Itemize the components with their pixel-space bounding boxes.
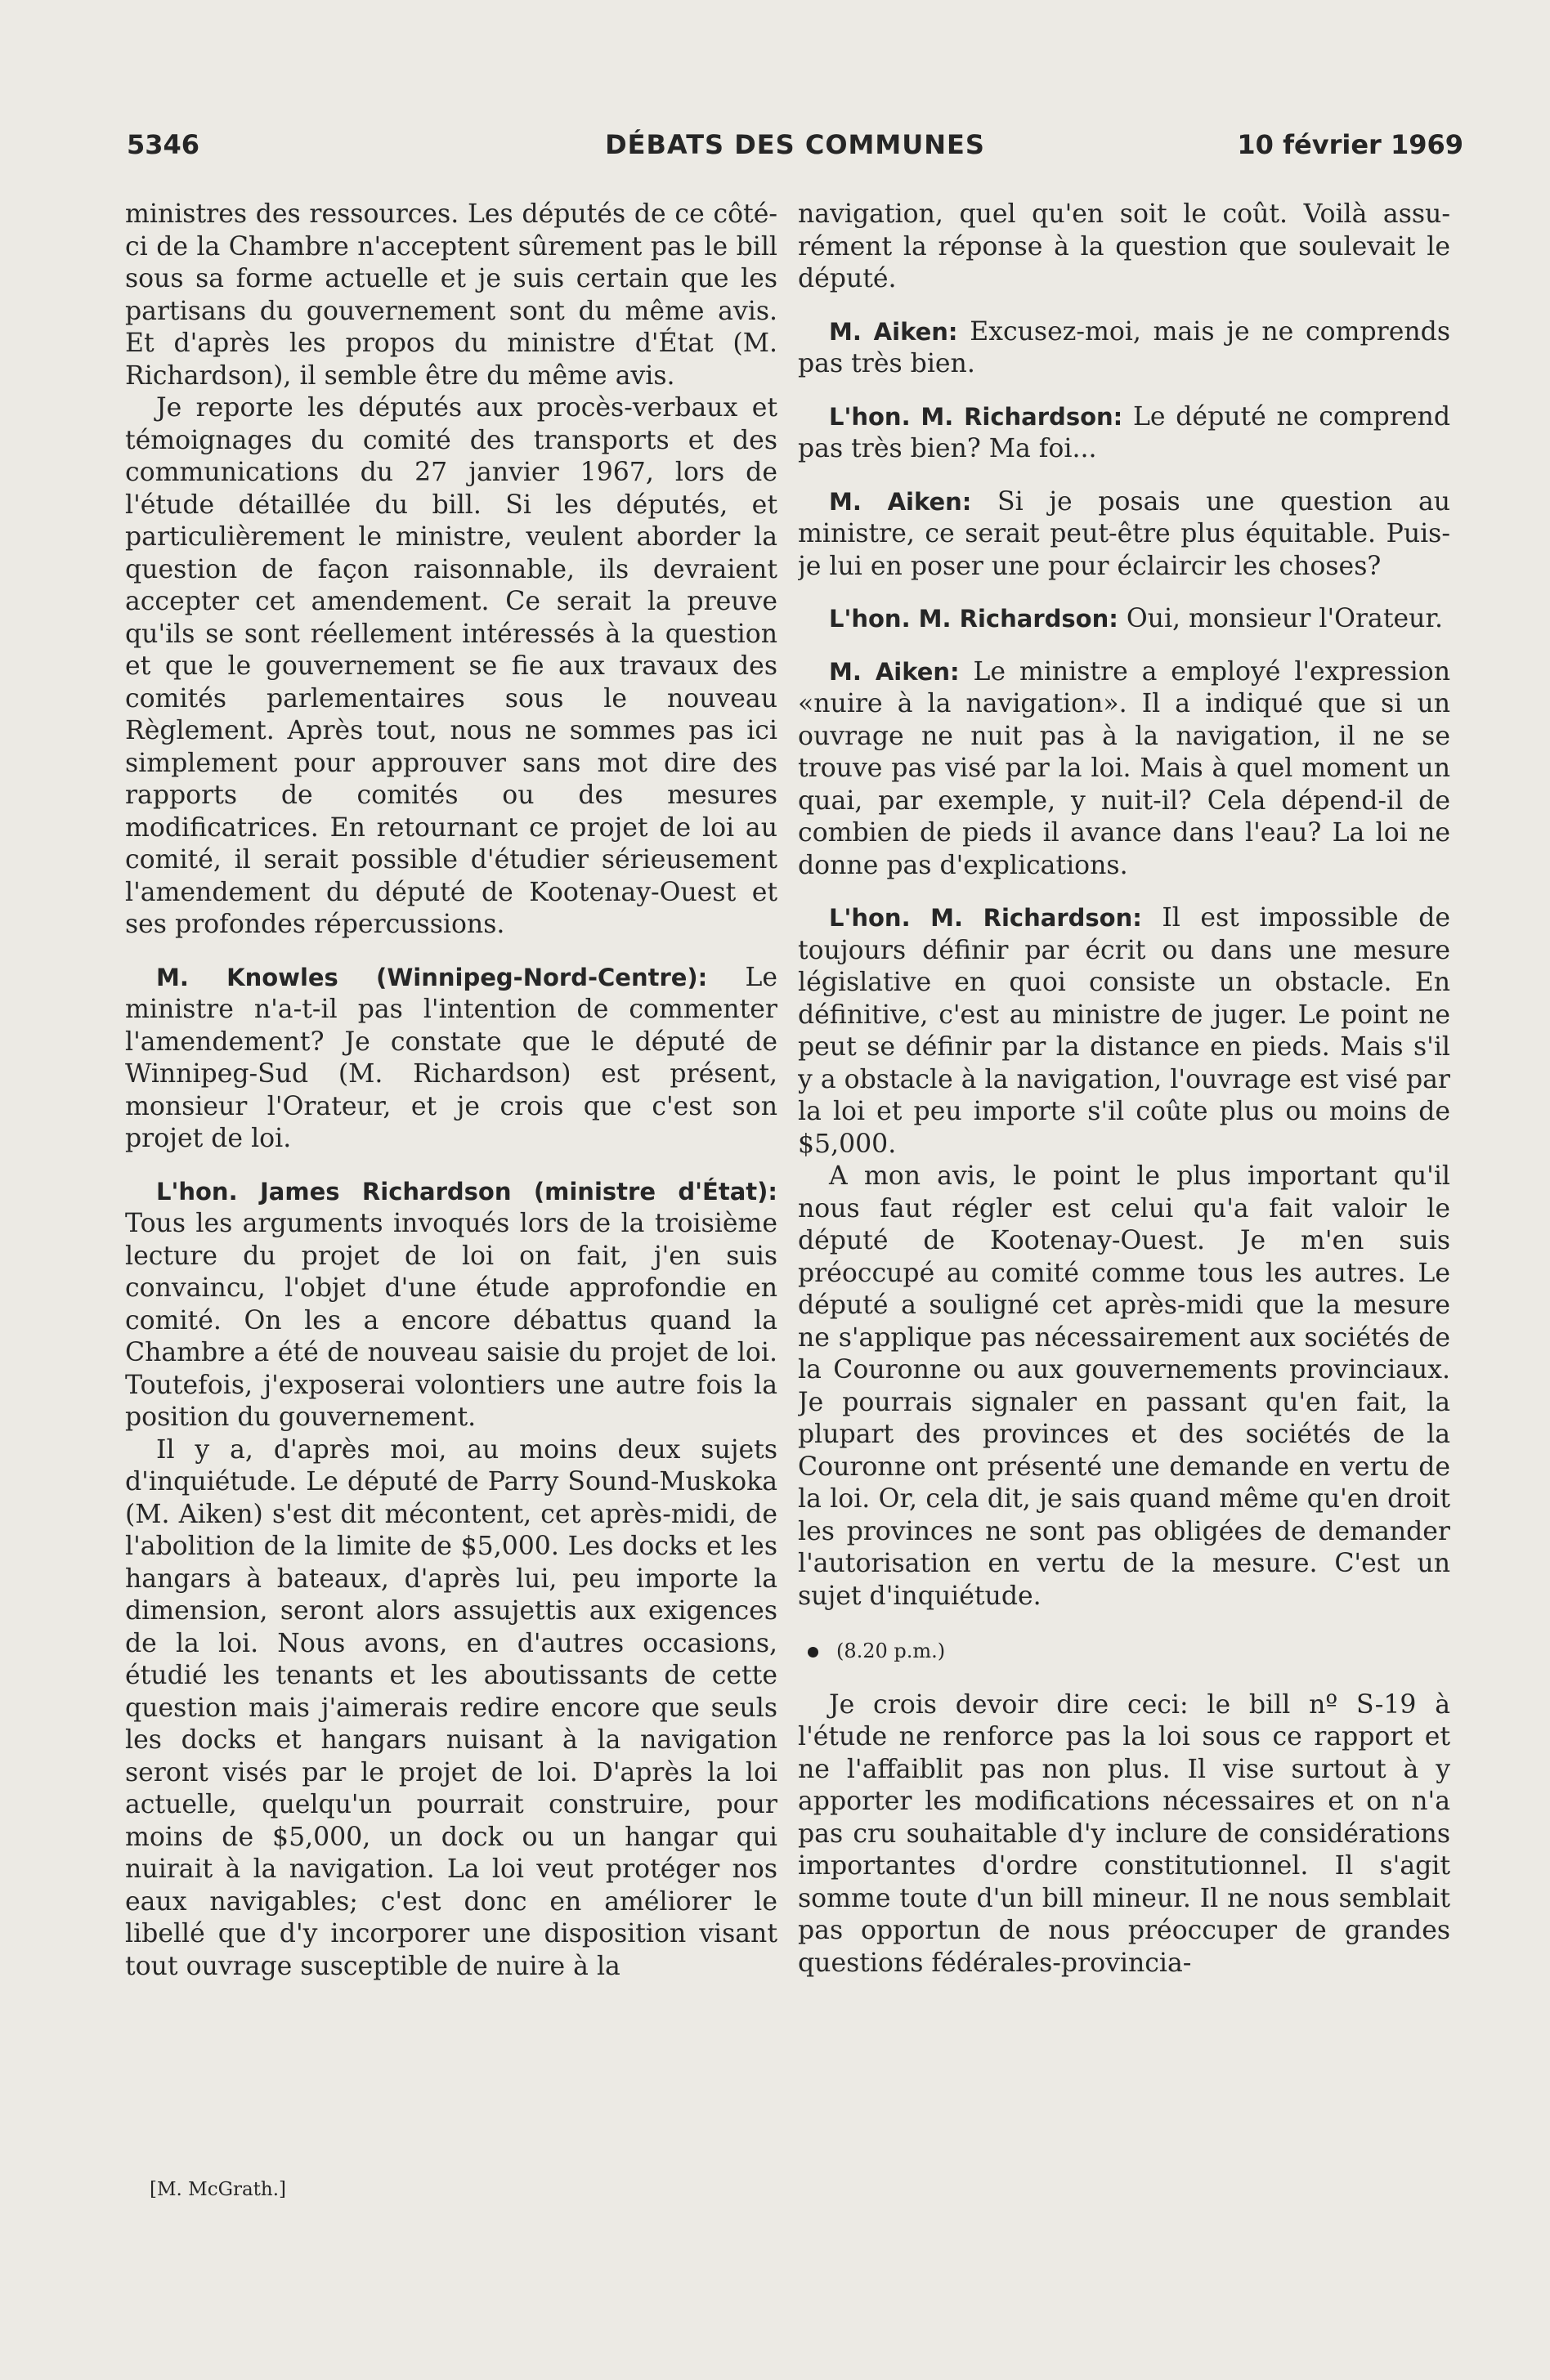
speech-text: Oui, monsieur l'Orateur.	[1126, 604, 1444, 633]
speech-text: Si je posais une question au ministre, ce serait peut-être plus équitable. Puis-je lui en poser une pour éclaircir les choses?	[798, 486, 1450, 581]
left-column	[125, 199, 777, 2291]
speaker-name: M. Aiken:	[829, 317, 958, 346]
speech-text: Le ministre a employé l'expression «nuire à la navigation». Il a indiqué que si un ouvrage ne nuit pas à la navigation, il ne se trouve pas visé par la loi. Mais à quel moment un quai, par exemple, y nuit-il? Cela dépend-il de combien de pieds il avance dans l'eau? La loi ne donne pas d'explications.	[798, 656, 1450, 880]
speech-text: Tous les arguments invoqués lors de la troisième lecture du projet de loi on fait, j'en suis convaincu, l'objet d'une étude approfondie en comité. On les a encore débattus quand la Chambre a été de nouveau saisie du projet de loi. Toutefois, j'exposerai volontiers une autre fois la position du gouvernement.	[125, 1209, 777, 1432]
speech-paragraph	[125, 962, 777, 1156]
page-header	[127, 129, 1463, 170]
paragraph: navigation, quel qu'en soit le coût. Voilà assurément la réponse à la question que soulevait le député.	[798, 199, 1450, 293]
paragraph: Je crois devoir dire ceci: le bill nº S-19 à l'étude ne renforce pas la loi sous ce rapport et ne l'affaiblit pas non plus. Il vise surtout à y apporter les modifications nécessaires et on n'a pas cru souhaitable d'y inclure de considérations importantes d'ordre constitutionnel. Il s'agit somme toute d'un bill mineur. Il ne nous semblait pas opportun de nous préoccuper de grandes questions fédérales-provincia-	[798, 1689, 1450, 1978]
paragraph: Je reporte les députés aux procès-verbaux et témoignages du comité des transports et des communications du 27 janvier 1967, lors de l'étude détaillée du bill. Si les députés, et particulièrement le ministre, veulent aborder la question de façon raisonnable, ils devraient accepter cet amendement. Ce serait la preuve qu'ils se sont réellement intéressés à la question et que le gouvernement se fie aux travaux des comités parlementaires sous le nouveau Règlement. Après tout, nous ne sommes pas ici simplement pour approuver sans mot dire des rapports de comités ou des mesures modificatrices. En retournant ce projet de loi au comité, il serait possible d'étudier sérieusement l'amendement du député de Kootenay-Ouest et ses profondes répercussions.	[125, 393, 777, 939]
speaker-name: L'hon. M. Richardson:	[829, 605, 1118, 633]
speech-paragraph	[798, 902, 1450, 1161]
paragraph: ministres des ressources. Les députés de ce côté-ci de la Chambre n'acceptent sûrement pas le bill sous sa forme actuelle et je suis certain que les partisans du gouvernement sont du même avis. Et d'après les propos du ministre d'État (M. Richardson), il semble être du même avis.	[125, 199, 777, 391]
speaker-name: L'hon. James Richardson (ministre d'État):	[156, 1177, 777, 1206]
footer-note: [M. McGrath.]	[150, 2179, 286, 2200]
page-number: 5346	[127, 129, 200, 160]
speaker-name: M. Aiken:	[829, 657, 960, 686]
publication-title: DÉBATS DES COMMUNES	[605, 129, 985, 160]
speech-text: Le député ne comprend pas très bien? Ma foi...	[798, 401, 1450, 463]
speech-text: Excusez-moi, mais je ne comprends pas très bien.	[798, 316, 1450, 378]
page-date: 10 février 1969	[1237, 129, 1463, 160]
paragraph: A mon avis, le point le plus important qu'il nous faut régler est celui qu'a fait valoir le député de Kootenay-Ouest. Je m'en suis préoccupé au comité comme tous les autres. Le député a souligné cet après-midi que la mesure ne s'applique pas nécessairement aux sociétés de la Couronne ou aux gouvernements provinciaux. Je pourrais signaler en passant qu'en fait, la plupart des provinces et des sociétés de la Couronne ont présenté une demande en vertu de la loi. Or, cela dit, je sais quand même qu'en droit les provinces ne sont pas obligées de demander l'autorisation en vertu de la mesure. C'est un sujet d'inquiétude.	[798, 1161, 1450, 1611]
time-marker	[808, 1635, 1450, 1668]
time-marker-text: (8.20 p.m.)	[836, 1640, 946, 1662]
speech-paragraph	[798, 316, 1450, 381]
speech-paragraph	[798, 656, 1450, 883]
speaker-name: M. Knowles (Winnipeg-Nord-Centre):	[156, 963, 708, 991]
speech-text: Le ministre n'a-t-il pas l'intention de commenter l'amendement? Je constate que le député de Winnipeg-Sud (M. Richardson) est présent, monsieur l'Orateur, et je crois que c'est son projet de loi.	[125, 962, 777, 1153]
speech-text: Il est impossible de toujours définir par écrit ou dans une mesure législative en quoi consiste un obstacle. En définitive, c'est au ministre de juger. Le point ne peut se définir par la distance en pieds. Mais s'il y a obstacle à la navigation, l'ouvrage est visé par la loi et peu importe s'il coûte plus ou moins de $5,000.	[798, 903, 1450, 1159]
bullet-icon	[808, 1647, 818, 1658]
speech-paragraph	[798, 486, 1450, 584]
paragraph: Il y a, d'après moi, au moins deux sujets d'inquiétude. Le député de Parry Sound-Muskoka (M. Aiken) s'est dit mécontent, cet après-midi, de l'abolition de la limite de $5,000. Les docks et les hangars à bateaux, d'après lui, peu importe la dimension, seront alors assujettis aux exigences de la loi. Nous avons, en d'autres occasions, étudié les tenants et les aboutissants de cette question mais j'aimerais redire encore que seuls les docks et hangars nuisant à la navigation seront visés par le projet de loi. D'après la loi actuelle, quelqu'un pourrait construire, pour moins de $5,000, un dock ou un hangar qui nuirait à la navigation. La loi veut protéger nos eaux navigables; c'est donc en améliorer le libellé que d'y incorporer une disposition visant tout ouvrage susceptible de nuire à la	[125, 1434, 777, 1981]
right-column	[798, 199, 1450, 2291]
speech-paragraph	[798, 401, 1450, 466]
speaker-name: L'hon. M. Richardson:	[829, 904, 1142, 932]
speaker-name: L'hon. M. Richardson:	[829, 402, 1123, 431]
speech-paragraph	[125, 1176, 777, 1434]
speech-paragraph	[798, 603, 1450, 636]
speaker-name: M. Aiken:	[829, 487, 972, 516]
